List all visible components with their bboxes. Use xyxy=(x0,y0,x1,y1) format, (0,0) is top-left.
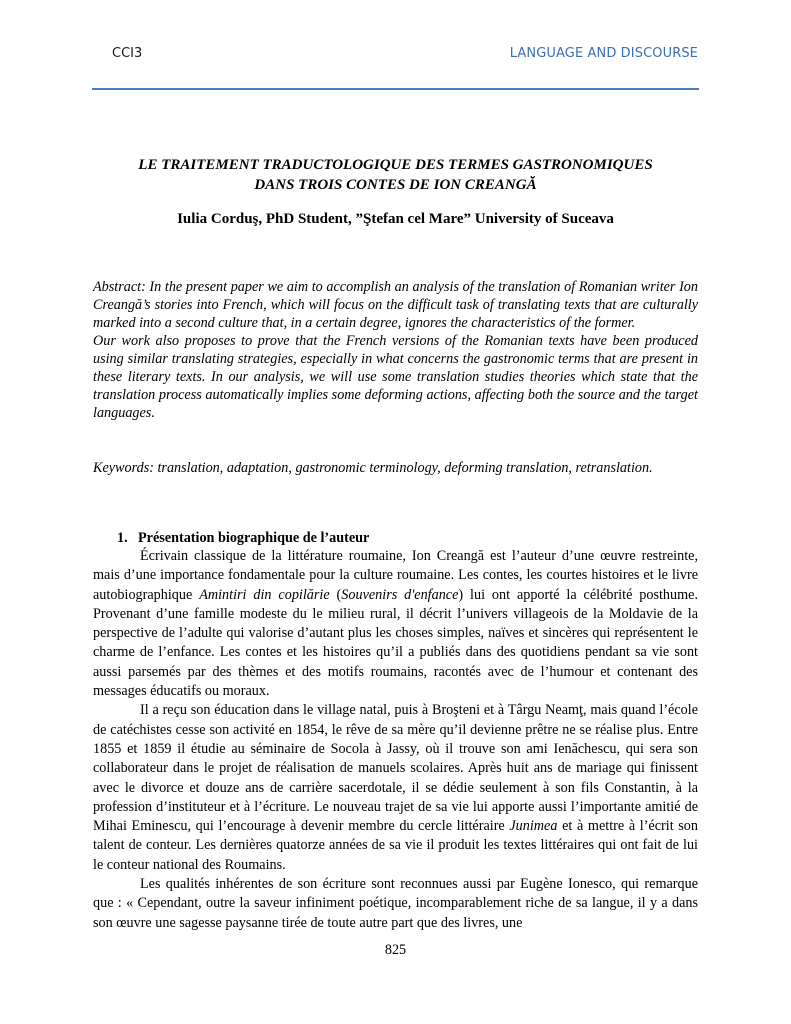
keywords: Keywords: translation, adaptation, gastronomic terminology, deforming translation, retranslation. xyxy=(93,460,653,476)
section-title: Présentation biographique de l’auteur xyxy=(138,530,370,546)
body-text xyxy=(93,547,698,933)
header-rule xyxy=(92,88,699,90)
book-title-romanian: Amintiri din copilărie xyxy=(199,586,330,603)
body-paragraph-3: Les qualités inhérentes de son écriture sont reconnues aussi par Eugène Ionesco, qui remarque que : « Cependant, outre la saveur infiniment poétique, incomparablement riche de sa langue, il y a dans son œuvre une sagesse paysanne tirée de toute autre part que des livres, une xyxy=(93,876,698,931)
abstract-paragraph-1: Abstract: In the present paper we aim to accomplish an analysis of the translation of Romanian writer Ion Creangă’s stories into French, which will focus on the difficult task of translating texts that are culturally marked into a second culture that, in a certain degree, ignores the characteristics of the former. xyxy=(93,279,698,331)
running-header-left: CCI3 xyxy=(112,46,143,61)
body-paragraph-2 xyxy=(93,701,698,875)
section-number: 1. xyxy=(117,530,128,546)
paper-title xyxy=(93,155,698,195)
body-text-run: ) lui ont apporté la célébrité posthume. Provenant d’une famille modeste du le milieu rural, il décrit l’univers villageois de la Moldavie de la perspective de l’adulte qui valorise d’autant plus les choses simples, naïves et sincères qui représentent le charme de l’enfance. Les contes et les histoires qu’il a publiés dans des quotidiens pendant sa vie sont aussi parsemés par des thèmes et des motifs roumains, racontés avec de l’humour et contenant des messages éducatifs ou moraux. xyxy=(93,586,698,700)
paper-title-line-1: LE TRAITEMENT TRADUCTOLOGIQUE DES TERMES GASTRONOMIQUES xyxy=(138,157,653,173)
body-text-run: ( xyxy=(329,586,342,603)
body-text-run: Écrivain classique de la littérature roumaine, Ion Creangă est l’auteur d’une œuvre restreinte, mais d’une importance fondamentale pour la culture roumaine. Les contes, les courtes histoires et le livre autobiographique xyxy=(93,548,698,603)
paper-title-line-2: DANS TROIS CONTES DE ION CREANGĂ xyxy=(254,177,537,193)
page-number: 825 xyxy=(384,942,407,958)
body-paragraph-1 xyxy=(93,547,698,701)
body-text-run: et à mettre à l’écrit son talent de conteur. Les dernières quatorze années de sa vie il produit les textes littéraires qui ont fait de lui le conteur national des Roumains. xyxy=(93,818,698,873)
abstract-paragraph-2: Our work also proposes to prove that the French versions of the Romanian texts have been produced using similar translating strategies, especially in what concerns the gastronomic terms that are present in these literary texts. In our analysis, we will use some translation studies theories which state that the translation process automatically implies some deforming actions, affecting both the source and the target languages. xyxy=(93,333,698,421)
running-header-right: LANGUAGE AND DISCOURSE xyxy=(509,46,698,61)
book-title-french: Souvenirs d'enfance xyxy=(341,586,459,603)
abstract xyxy=(93,278,698,422)
section-heading xyxy=(117,529,697,547)
body-text-run: Il a reçu son éducation dans le village natal, puis à Broşteni et à Târgu Neamţ, mais quand l’école de catéchistes cesse son activité en 1854, le rêve de sa mère qu’il devienne prêtre ne se réalise plus. Entre 1855 et 1859 il étudie au séminaire de Socola à Jassy, où il trouve son ami Ienăchescu, qui sera son collaborateur dans le projet de réalisation de manuels scolaires. Après huit ans de mariage qui finissent avec le divorce et douze ans de carrière sacerdotale, il se dédie seulement à son fils Constantin, à la profession d’instituteur et à l’écriture. Le nouveau trajet de sa vie lui apporte aussi l’importante amitié de Mihai Eminescu, qui l’encourage à devenir membre du cercle littéraire xyxy=(93,702,698,835)
author-line: Iulia Corduş, PhD Student, ”Ştefan cel Mare” University of Suceava xyxy=(177,211,614,227)
circle-name: Junimea xyxy=(509,818,558,835)
